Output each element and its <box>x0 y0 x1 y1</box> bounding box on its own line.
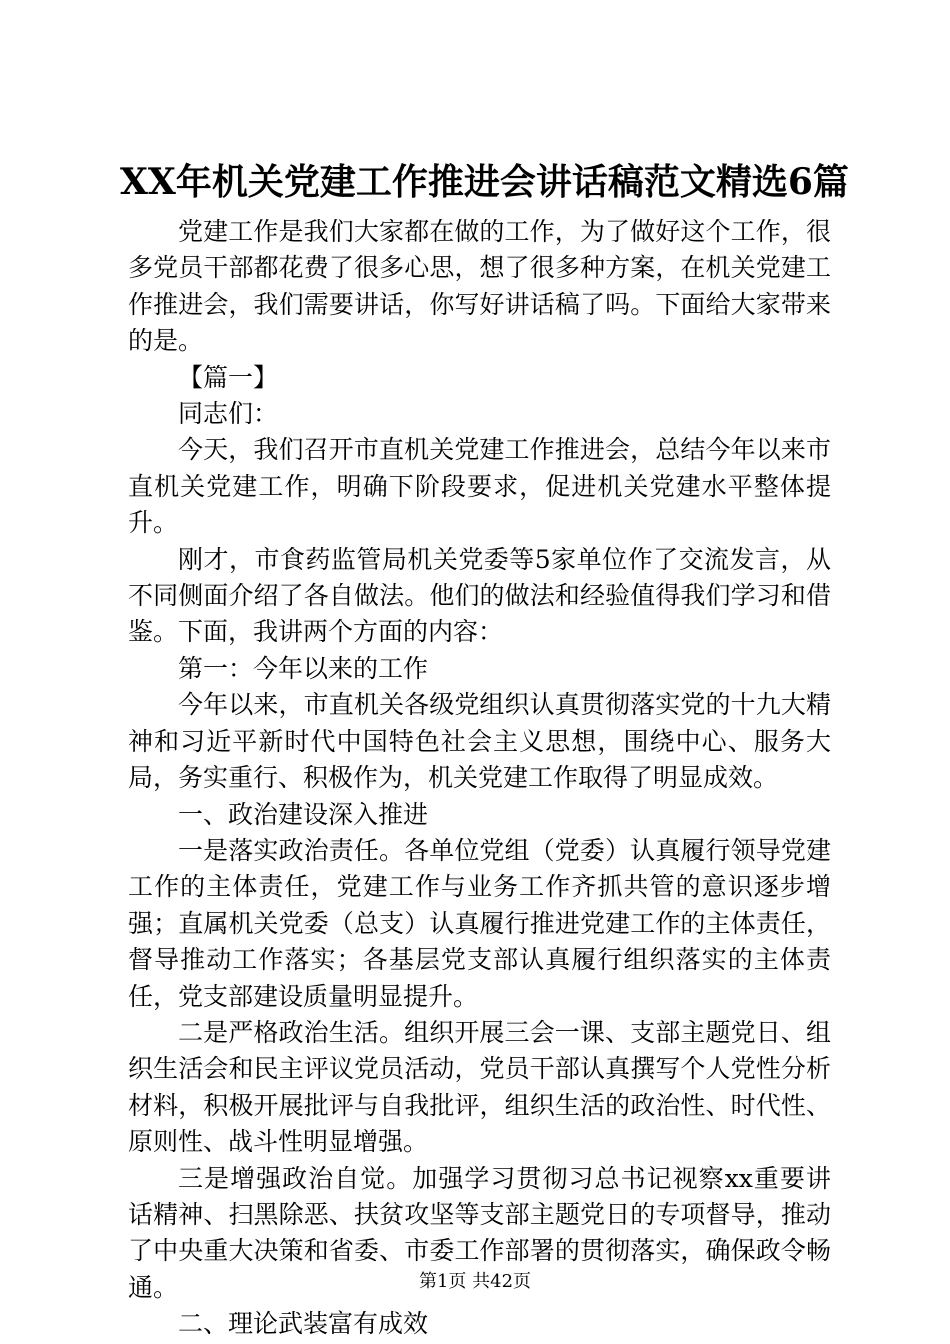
paragraph: 一是落实政治责任。各单位党组（党委）认真履行领导党建工作的主体责任，党建工作与业务工作齐抓共管的意识逐步增强；直属机关党委（总支）认真履行推进党建工作的主体责任，督导推动工作落实；各基层党支部认真履行组织落实的主体责任，党支部建设质量明显提升。 <box>128 835 831 1011</box>
paragraph-heading: 二、理论武装富有成效 <box>178 1309 429 1339</box>
paragraph-salutation: 同志们： <box>178 399 279 429</box>
paragraph: 今年以来，市直机关各级党组织认真贯彻落实党的十九大精神和习近平新时代中国特色社会主义思想，围绕中心、服务大局，务实重行、积极作为，机关党建工作取得了明显成效。 <box>128 690 831 793</box>
paragraph: 三是增强政治自觉。加强学习贯彻习总书记视察xx重要讲话精神、扫黑除恶、扶贫攻坚等支部主题党日的专项督导，推动了中央重大决策和省委、市委工作部署的贯彻落实，确保政令畅通。 <box>128 1163 831 1302</box>
paragraph: 今天，我们召开市直机关党建工作推进会，总结今年以来市直机关党建工作，明确下阶段要求，促进机关党建水平整体提升。 <box>128 435 831 538</box>
paragraph-intro: 党建工作是我们大家都在做的工作，为了做好这个工作，很多党员干部都花费了很多心思，想了很多种方案，在机关党建工作推进会，我们需要讲话，你写好讲话稿了吗。下面给大家带来的是。 <box>128 217 831 356</box>
paragraph: 二是严格政治生活。组织开展三会一课、支部主题党日、组织生活会和民主评议党员活动，党员干部认真撰写个人党性分析材料，积极开展批评与自我批评，组织生活的政治性、时代性、原则性、战斗性明显增强。 <box>128 1017 831 1157</box>
paragraph: 刚才，市食药监管局机关党委等5家单位作了交流发言，从不同侧面介绍了各自做法。他们的做法和经验值得我们学习和借鉴。下面，我讲两个方面的内容： <box>128 544 831 647</box>
page-footer: 第1页 共42页 <box>418 1271 532 1292</box>
paragraph-heading: 一、政治建设深入推进 <box>178 799 429 829</box>
document-body <box>128 214 831 1343</box>
document-title: XX年机关党建工作推进会讲话稿范文精选6篇 <box>120 161 849 203</box>
paragraph-section-label: 【篇一】 <box>178 362 279 392</box>
paragraph-heading: 第一：今年以来的工作 <box>178 653 429 683</box>
